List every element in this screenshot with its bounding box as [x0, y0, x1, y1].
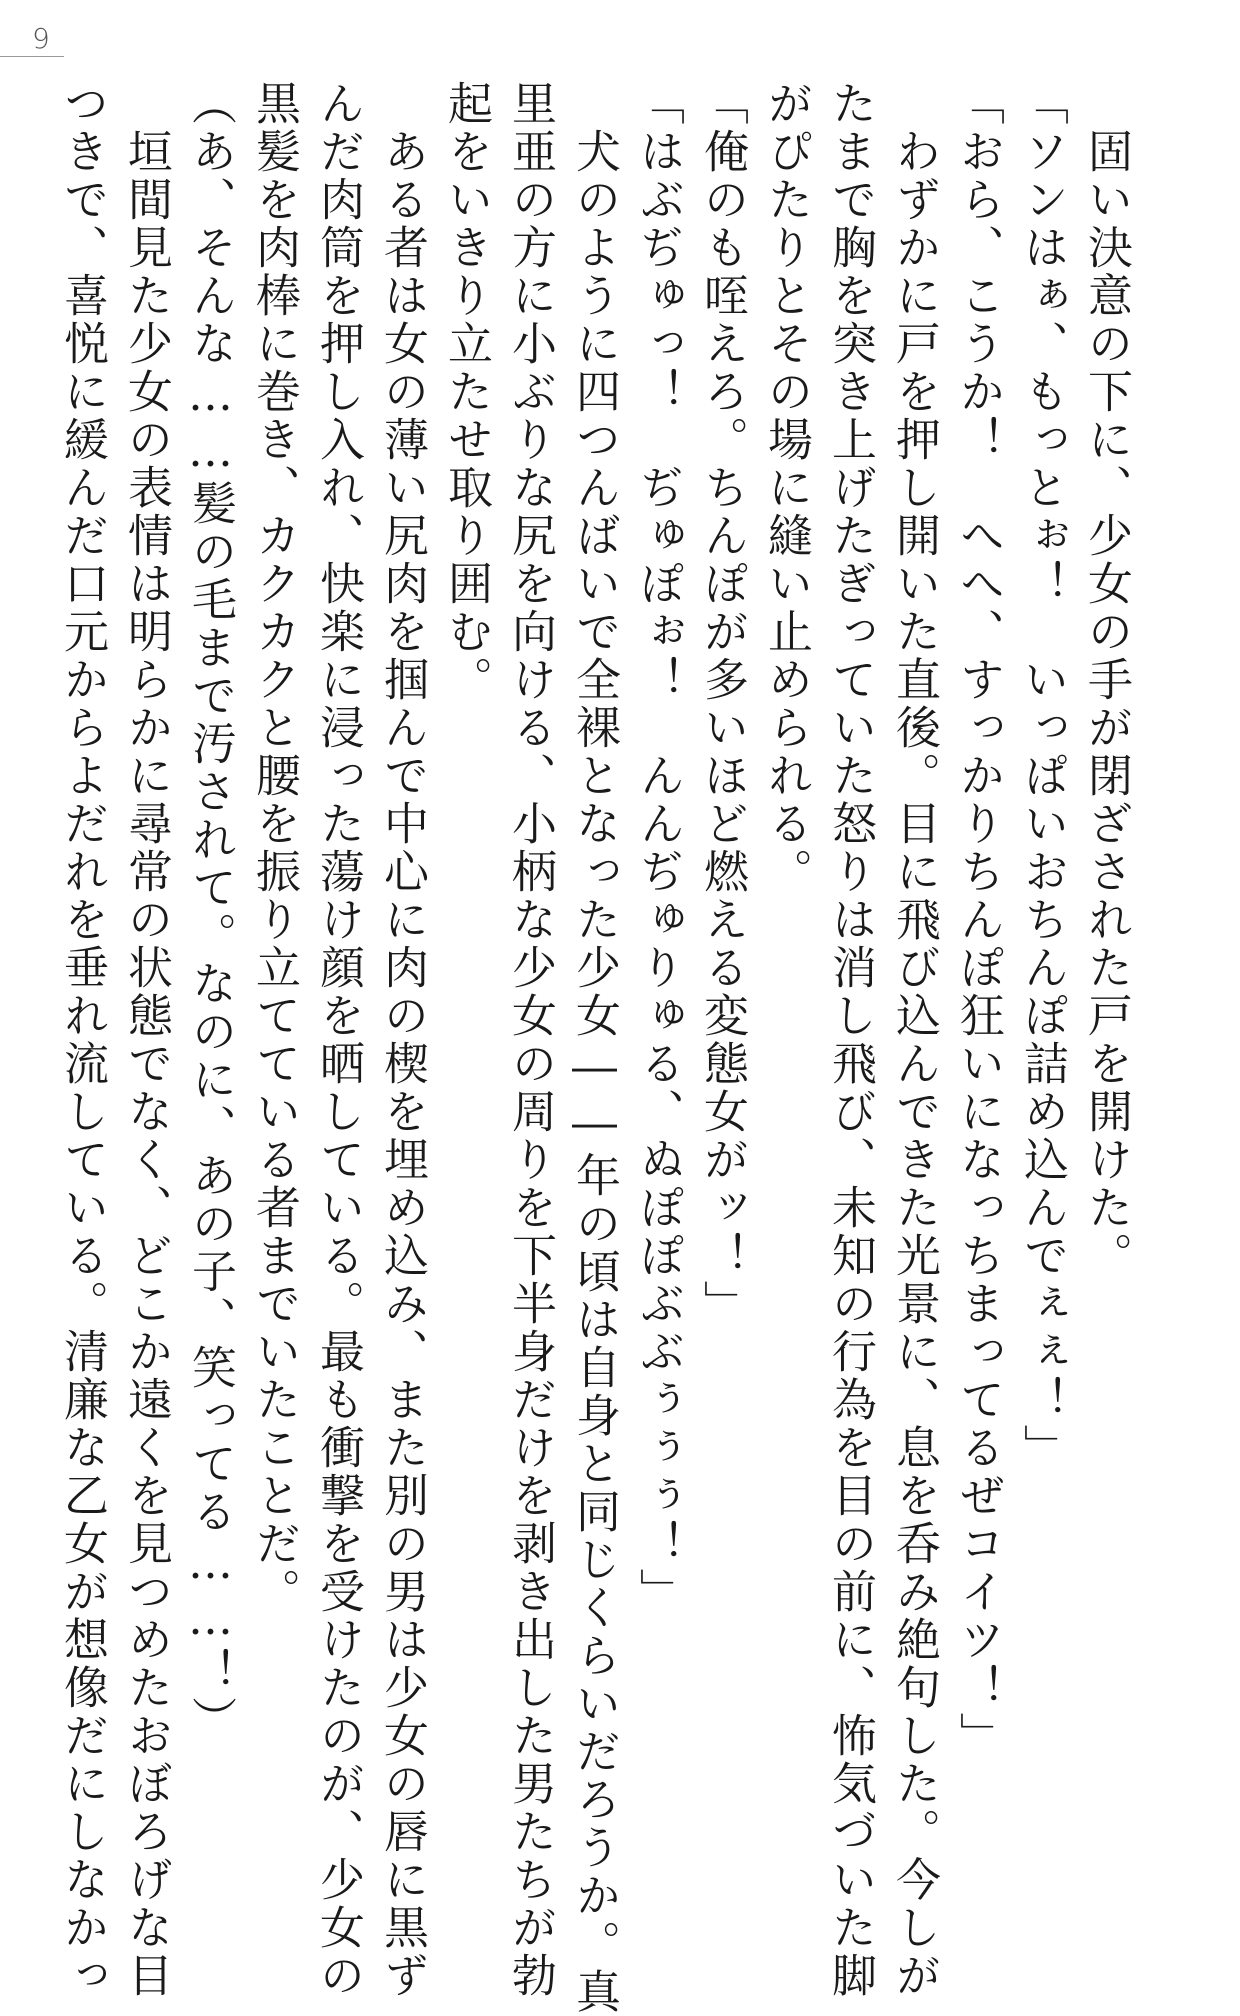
text-line: 固い決意の下に、少女の手が閉ざされた戸を開けた。	[1080, 80, 1133, 1280]
text-line: 犬のように四つんばいで全裸となった少女――年の頃は自身と同じくらいだろうか。真	[568, 80, 621, 2016]
page-number-rule	[0, 56, 64, 57]
text-line: ある者は女の薄い尻肉を掴んで中心に肉の楔を埋め込み、また別の男は少女の唇に黒ず	[376, 80, 429, 2000]
text-line: たまで胸を突き上げたぎっていた怒りは消し飛び、未知の行為を目の前に、怖気づいた脚	[824, 80, 877, 2000]
text-line: 「ソンはぁ、もっとぉ！ いっぱいおちんぽ詰め込んでぇぇ！」	[1016, 80, 1069, 1472]
text-line: 黒髪を肉棒に巻き、カクカクと腰を振り立てている者までいたことだ。	[248, 80, 301, 1616]
text-line: んだ肉筒を押し入れ、快楽に浸った蕩け顔を晒している。最も衝撃を受けたのが、少女の	[312, 80, 365, 2000]
text-line: つきで、喜悦に緩んだ口元からよだれを垂れ流している。清廉な乙女が想像だにしなかっ	[56, 80, 109, 2000]
text-line: （あ、そんな……髪の毛まで汚されて。なのに、あの子、笑ってる……！）	[184, 80, 237, 1744]
body-text	[50, 80, 1138, 2016]
page-number: 9	[32, 22, 51, 55]
text-line: がぴたりとその場に縫い止められる。	[760, 80, 813, 896]
text-line: わずかに戸を押し開いた直後。目に飛び込んできた光景に、息を呑み絶句した。今しが	[888, 80, 941, 2000]
text-line: 「はぶぢゅっ！ ぢゅぽぉ！ んんぢゅりゅる、ぬぽぽぶぶぅぅぅ！」	[632, 80, 685, 1616]
text-line: 垣間見た少女の表情は明らかに尋常の状態でなく、どこか遠くを見つめたおぼろげな目	[120, 80, 173, 2000]
text-line: 里亜の方に小ぶりな尻を向ける、小柄な少女の周りを下半身だけを剥き出した男たちが勃	[504, 80, 557, 2000]
text-line: 「おら、こうか！ へへ、すっかりちんぽ狂いになっちまってるぜコイツ！」	[952, 80, 1005, 1760]
text-line: 「俺のも咥えろ。ちんぽが多いほど燃える変態女がッ！」	[696, 80, 749, 1328]
text-line: 起をいきり立たせ取り囲む。	[440, 80, 493, 704]
